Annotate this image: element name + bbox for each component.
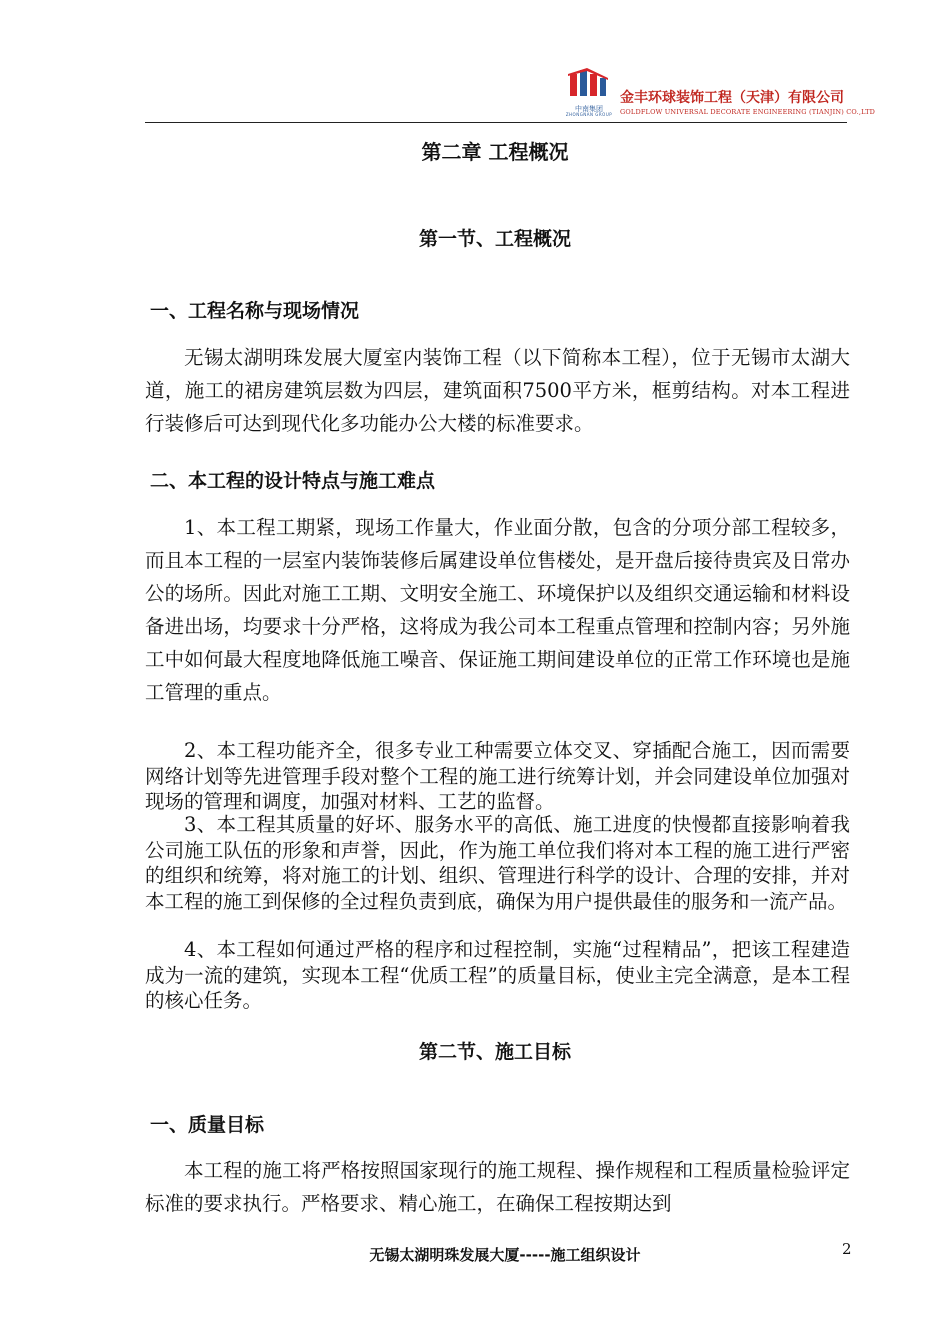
footer-title: 无锡太湖明珠发展大厦-----施工组织设计 xyxy=(369,1246,641,1264)
subsection-title-design-features: 二、本工程的设计特点与施工难点 xyxy=(150,470,436,492)
section-title-overview: 第一节、工程概况 xyxy=(418,228,571,250)
page-header xyxy=(0,0,950,125)
chapter-title: 第二章 工程概况 xyxy=(421,140,569,164)
subsection-title-project-name: 一、工程名称与现场情况 xyxy=(150,300,360,322)
paragraph-project-name: 无锡太湖明珠发展大厦室内装饰工程（以下简称本工程），位于无锡市太湖大道，施工的裙房建筑层数为四层，建筑面积7500平方米，框剪结构。对本工程进行装修后可达到现代化多功能办公大楼的标准要求。 xyxy=(145,346,850,435)
logo-caption: 中南集团 xyxy=(575,105,603,113)
section-title-targets: 第二节、施工目标 xyxy=(418,1041,571,1063)
paragraph-feature-3: 3、本工程其质量的好坏、服务水平的高低、施工进度的快慢都直接影响着我公司施工队伍的形象和声誉，因此，作为施工单位我们将对本工程的施工进行严密的组织和统筹，将对施工的计划、组织、管理进行科学的设计、合理的安排，并对本工程的施工到保修的全过程负责到底，确保为用户提供最佳的服务和一流产品。 xyxy=(145,813,850,913)
subsection-title-quality: 一、质量目标 xyxy=(150,1114,265,1136)
page-number: 2 xyxy=(842,1240,852,1258)
logo-subcaption: ZHONGNAN GROUP xyxy=(565,112,613,117)
paragraph-quality: 本工程的施工将严格按照国家现行的施工规程、操作规程和工程质量检验评定标准的要求执行。严格要求、精心施工，在确保工程按期达到 xyxy=(145,1159,850,1215)
company-name-en: GOLDFLOW UNIVERSAL DECORATE ENGINEERING (TIANJIN) CO.,LTD xyxy=(620,108,876,116)
paragraph-feature-4: 4、本工程如何通过严格的程序和过程控制，实施“过程精品”，把该工程建造成为一流的建筑，实现本工程“优质工程”的质量目标，使业主完全满意，是本工程的核心任务。 xyxy=(145,938,850,1012)
paragraph-feature-1: 1、本工程工期紧，现场工作量大，作业面分散，包含的分项分部工程较多，而且本工程的一层室内装饰装修后属建设单位售楼处，是开盘后接待贵宾及日常办公的场所。因此对施工工期、文明安全施工、环境保护以及组织交通运输和材料设备进出场，均要求十分严格，这将成为我公司本工程重点管理和控制内容；另外施工中如何最大程度地降低施工噪音、保证施工期间建设单位的正常工作环境也是施工管理的重点。 xyxy=(145,516,850,704)
paragraph-feature-2: 2、本工程功能齐全，很多专业工种需要立体交叉、穿插配合施工，因而需要网络计划等先进管理手段对整个工程的施工进行统筹计划，并会同建设单位加强对现场的管理和调度，加强对材料、工艺的监督。 xyxy=(145,739,850,813)
header-divider xyxy=(145,122,847,123)
company-name-cn: 金丰环球装饰工程（天津）有限公司 xyxy=(620,90,844,106)
